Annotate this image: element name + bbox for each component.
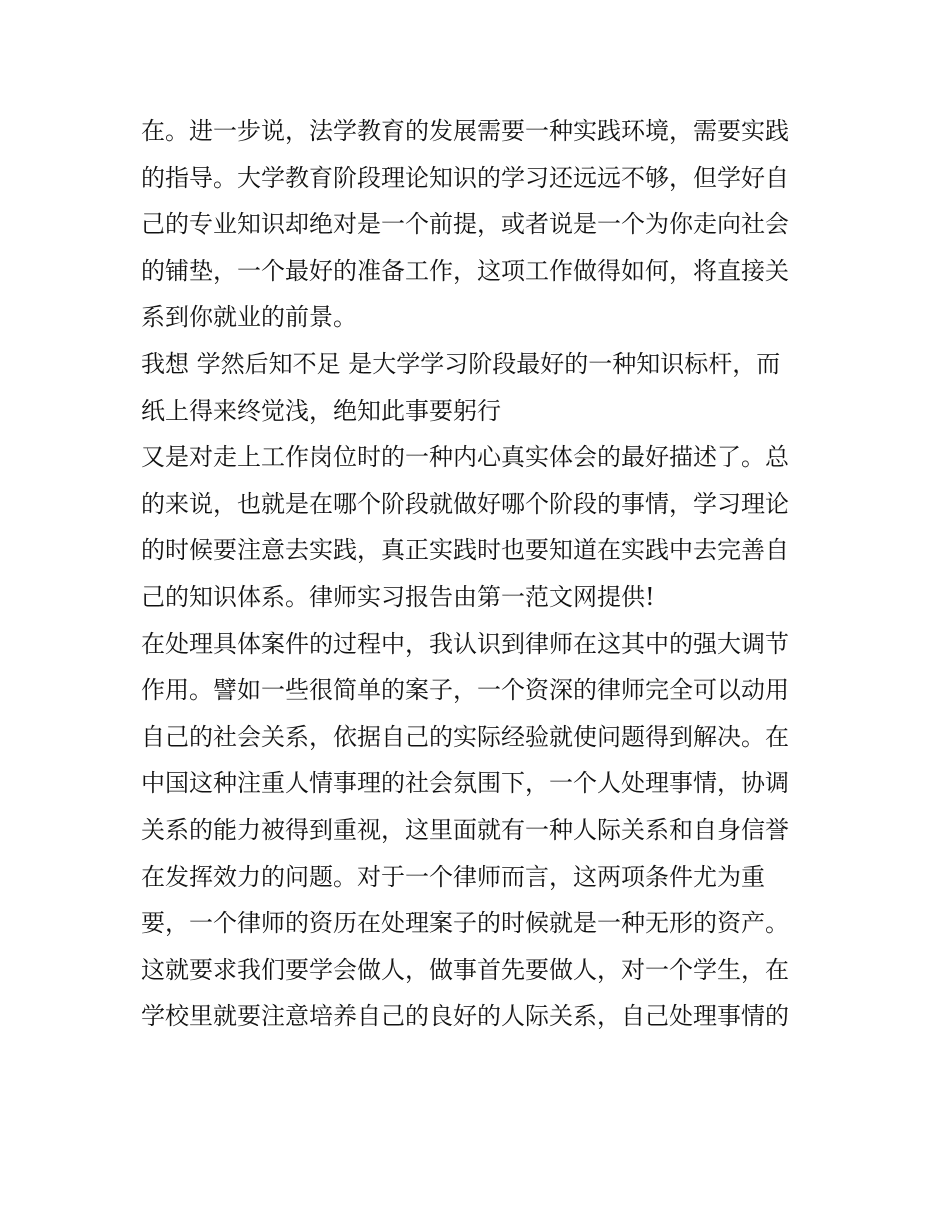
text-line: 中国这种注重人情事理的社会氛围下，一个人处理事情，协调 xyxy=(141,769,789,798)
text-line: 己的专业知识却绝对是一个前提，或者说是一个为你走向社会 xyxy=(141,210,789,239)
body-text xyxy=(141,108,821,1040)
text-line: 的指导。大学教育阶段理论知识的学习还远远不够，但学好自 xyxy=(141,163,789,192)
text-line: 在。进一步说，法学教育的发展需要一种实践环境，需要实践 xyxy=(141,117,789,145)
text-line: 又是对走上工作岗位时的一种内心真实体会的最好描述了。总 xyxy=(141,443,789,472)
text-line: 己的知识体系。律师实习报告由第一范文网提供! xyxy=(141,582,655,611)
text-line: 要，一个律师的资历在处理案子的时候就是一种无形的资产。 xyxy=(141,909,789,938)
text-line: 作用。譬如一些很简单的案子，一个资深的律师完全可以动用 xyxy=(141,676,789,705)
text-line: 的铺垫，一个最好的准备工作，这项工作做得如何，将直接关 xyxy=(141,256,789,285)
text-line: 系到你就业的前景。 xyxy=(141,303,357,332)
text-line: 的时候要注意去实践，真正实践时也要知道在实践中去完善自 xyxy=(141,536,789,565)
text-line: 我想 学然后知不足 是大学学习阶段最好的一种知识标杆，而 xyxy=(141,349,781,378)
text-line: 这就要求我们要学会做人，做事首先要做人，对一个学生，在 xyxy=(141,955,789,984)
text-line: 在发挥效力的问题。对于一个律师而言，这两项条件尤为重 xyxy=(141,862,765,891)
text-line: 关系的能力被得到重视，这里面就有一种人际关系和自身信誉 xyxy=(141,815,789,844)
text-line: 自己的社会关系，依据自己的实际经验就使问题得到解决。在 xyxy=(141,722,789,751)
text-line: 的来说，也就是在哪个阶段就做好哪个阶段的事情，学习理论 xyxy=(141,489,789,518)
text-line: 在处理具体案件的过程中，我认识到律师在这其中的强大调节 xyxy=(141,629,789,658)
text-line: 学校里就要注意培养自己的良好的人际关系，自己处理事情的 xyxy=(141,1002,789,1031)
text-line: 纸上得来终觉浅，绝知此事要躬行 xyxy=(141,396,501,425)
